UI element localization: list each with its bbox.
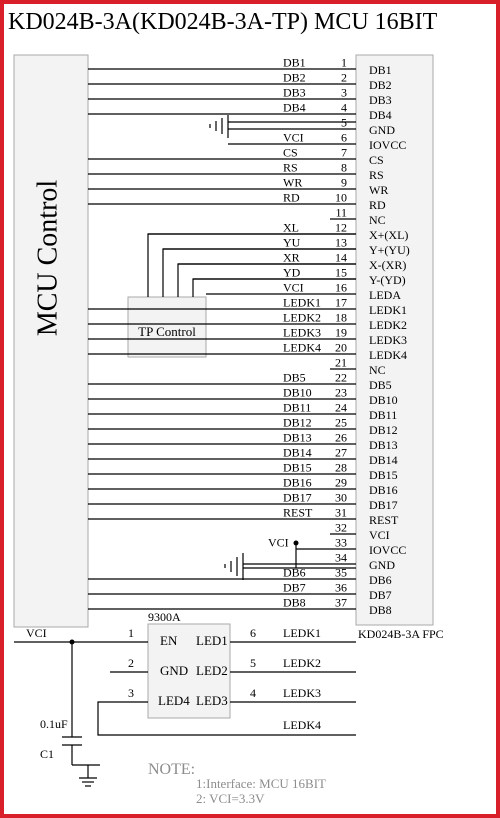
pin-number: 23 (335, 385, 347, 400)
pin-signal-right: DB12 (369, 423, 398, 437)
page-title: KD024B-3A(KD024B-3A-TP) MCU 16BIT (8, 9, 438, 35)
tp-control-label: TP Control (138, 324, 196, 339)
pin-signal-right: DB6 (369, 573, 392, 587)
pin-signal-right: DB16 (369, 483, 398, 497)
pin-signal-left: DB17 (283, 490, 312, 505)
pin-signal-right: NC (369, 363, 386, 377)
pin-signal-right: DB4 (369, 108, 392, 122)
ic-vci-label: VCI (26, 626, 47, 640)
pin-signal-right: X+(XL) (369, 228, 409, 242)
pin-number: 13 (335, 235, 347, 250)
pin-signal-right: DB1 (369, 63, 392, 77)
pin-signal-right: DB14 (369, 453, 398, 467)
pin-number: 3 (341, 85, 347, 100)
pin-number: 12 (335, 220, 347, 235)
pin-signal-left: DB10 (283, 385, 312, 400)
pin-number: 36 (335, 580, 347, 595)
pin-signal-right: GND (369, 123, 395, 137)
pin-signal-right: DB2 (369, 78, 392, 92)
pin-number: 26 (335, 430, 347, 445)
pin-number: 37 (335, 595, 347, 610)
note-title: NOTE: (148, 761, 196, 778)
pin-signal-left: XR (283, 250, 300, 265)
ic-pin-number-2: 2 (128, 656, 134, 670)
pin-number: 27 (335, 445, 347, 460)
pin-signal-right: LEDA (369, 288, 401, 302)
pin-number: 20 (335, 340, 347, 355)
pin-signal-right: GND (369, 558, 395, 572)
note-line-2: 2: VCI=3.3V (196, 791, 265, 806)
pin-number: 25 (335, 415, 347, 430)
pin-number: 29 (335, 475, 347, 490)
pin-signal-right: NC (369, 213, 386, 227)
pin-signal-left: LEDK2 (283, 310, 321, 325)
pin-signal-left: REST (283, 505, 313, 520)
pin-signal-left: DB6 (283, 565, 306, 580)
pin-number: 16 (335, 280, 347, 295)
pin-signal-left: DB4 (283, 100, 306, 115)
pin-signal-left: DB16 (283, 475, 312, 490)
pin-signal-left: DB1 (283, 55, 306, 70)
mcu-control-block (14, 55, 88, 627)
ic-pin-gnd: GND (160, 663, 189, 678)
pin-number: 14 (335, 250, 347, 265)
pin-number: 11 (335, 205, 347, 220)
note-line-1: 1:Interface: MCU 16BIT (196, 776, 326, 791)
pin-signal-right: Y-(YD) (369, 273, 406, 287)
pin-signal-right: DB17 (369, 498, 398, 512)
ic-pin-number-5: 5 (250, 656, 256, 670)
ic-pin-led2: LED2 (196, 663, 228, 678)
pin-number: 34 (335, 550, 347, 565)
pin-signal-right: RD (369, 198, 386, 212)
pin-number: 31 (335, 505, 347, 520)
pin-signal-left: DB15 (283, 460, 312, 475)
pin-signal-left: VCI (283, 130, 304, 145)
pin-signal-right: DB15 (369, 468, 398, 482)
pin-number: 1 (341, 55, 347, 70)
ic-signal-ledk4: LEDK4 (283, 718, 321, 732)
pin-signal-right: CS (369, 153, 384, 167)
ic-pin-led4: LED4 (158, 693, 190, 708)
pin-number: 15 (335, 265, 347, 280)
pin-signal-left: DB13 (283, 430, 312, 445)
pin-signal-right: LEDK1 (369, 303, 407, 317)
pin-signal-left: DB2 (283, 70, 306, 85)
capacitor-name: C1 (40, 747, 55, 761)
ic-pin-en: EN (160, 633, 178, 648)
pin-signal-left: DB5 (283, 370, 306, 385)
pin-number: 6 (341, 130, 347, 145)
ic-signal-ledk3: LEDK3 (283, 686, 321, 700)
pin-signal-right: REST (369, 513, 399, 527)
pin-signal-right: RS (369, 168, 384, 182)
pin-signal-right: DB8 (369, 603, 392, 617)
pin-signal-left: LEDK3 (283, 325, 321, 340)
pin-number: 4 (341, 100, 347, 115)
pin-signal-left: CS (283, 145, 298, 160)
pin-signal-right: DB10 (369, 393, 398, 407)
pin-signal-left: LEDK4 (283, 340, 321, 355)
pin-signal-left: DB14 (283, 445, 312, 460)
pin-signal-left: DB8 (283, 595, 306, 610)
pin-number: 10 (335, 190, 347, 205)
pin-number: 9 (341, 175, 347, 190)
pin-signal-right: LEDK4 (369, 348, 407, 362)
pin-signal-left: LEDK1 (283, 295, 321, 310)
pin-signal-right: DB3 (369, 93, 392, 107)
ic-pin-number-4: 4 (250, 686, 256, 700)
pin-number: 17 (335, 295, 347, 310)
pin-number: 22 (335, 370, 347, 385)
pin-number: 35 (335, 565, 347, 580)
pin-number: 21 (335, 355, 347, 370)
pin-signal-right: IOVCC (369, 138, 407, 152)
pin-signal-left: YU (283, 235, 301, 250)
pin-signal-right: DB7 (369, 588, 392, 602)
capacitor-value: 0.1uF (40, 717, 68, 731)
fpc-connector-label: KD024B-3A FPC (358, 627, 444, 641)
pin-signal-left: DB11 (283, 400, 312, 415)
pin-number: 8 (341, 160, 347, 175)
ic-pin-number-3: 3 (128, 686, 134, 700)
ic-signal-ledk1: LEDK1 (283, 626, 321, 640)
pin-signal-right: DB11 (369, 408, 398, 422)
pin-signal-right: DB5 (369, 378, 392, 392)
mcu-control-label: MCU Control (32, 179, 64, 337)
pin-signal-left: VCI (268, 535, 289, 550)
ic-pin-led1: LED1 (196, 633, 228, 648)
pin-signal-left: WR (283, 175, 303, 190)
ic-pin-led3: LED3 (196, 693, 228, 708)
pin-number: 33 (335, 535, 347, 550)
ic-part-label: 9300A (148, 610, 181, 624)
ic-signal-ledk2: LEDK2 (283, 656, 321, 670)
pin-signal-left: RS (283, 160, 298, 175)
pin-number: 19 (335, 325, 347, 340)
pin-signal-right: LEDK2 (369, 318, 407, 332)
ic-pin-number-6: 6 (250, 626, 256, 640)
pin-signal-left: DB3 (283, 85, 306, 100)
pin-number: 2 (341, 70, 347, 85)
pin-signal-left: DB12 (283, 415, 312, 430)
pin-number: 24 (335, 400, 347, 415)
pin-number: 28 (335, 460, 347, 475)
pin-signal-right: DB13 (369, 438, 398, 452)
pin-signal-left: DB7 (283, 580, 306, 595)
pin-signal-right: IOVCC (369, 543, 407, 557)
pin-number: 32 (335, 520, 347, 535)
pin-number: 7 (341, 145, 347, 160)
pin-signal-left: XL (283, 220, 299, 235)
pin-signal-right: WR (369, 183, 389, 197)
ic-pin-number-1: 1 (128, 626, 134, 640)
vci-junction-dot-ic (70, 640, 75, 645)
pin-signal-right: LEDK3 (369, 333, 407, 347)
pin-signal-right: VCI (369, 528, 390, 542)
pin-signal-right: Y+(YU) (369, 243, 410, 257)
pin-signal-left: VCI (283, 280, 304, 295)
pin-number: 5 (341, 115, 347, 130)
pin-signal-right: X-(XR) (369, 258, 407, 272)
pin-number: 30 (335, 490, 347, 505)
pin-signal-left: RD (283, 190, 300, 205)
pin-number: 18 (335, 310, 347, 325)
tp-bus-lines (148, 234, 356, 297)
pin-signal-left: YD (283, 265, 301, 280)
